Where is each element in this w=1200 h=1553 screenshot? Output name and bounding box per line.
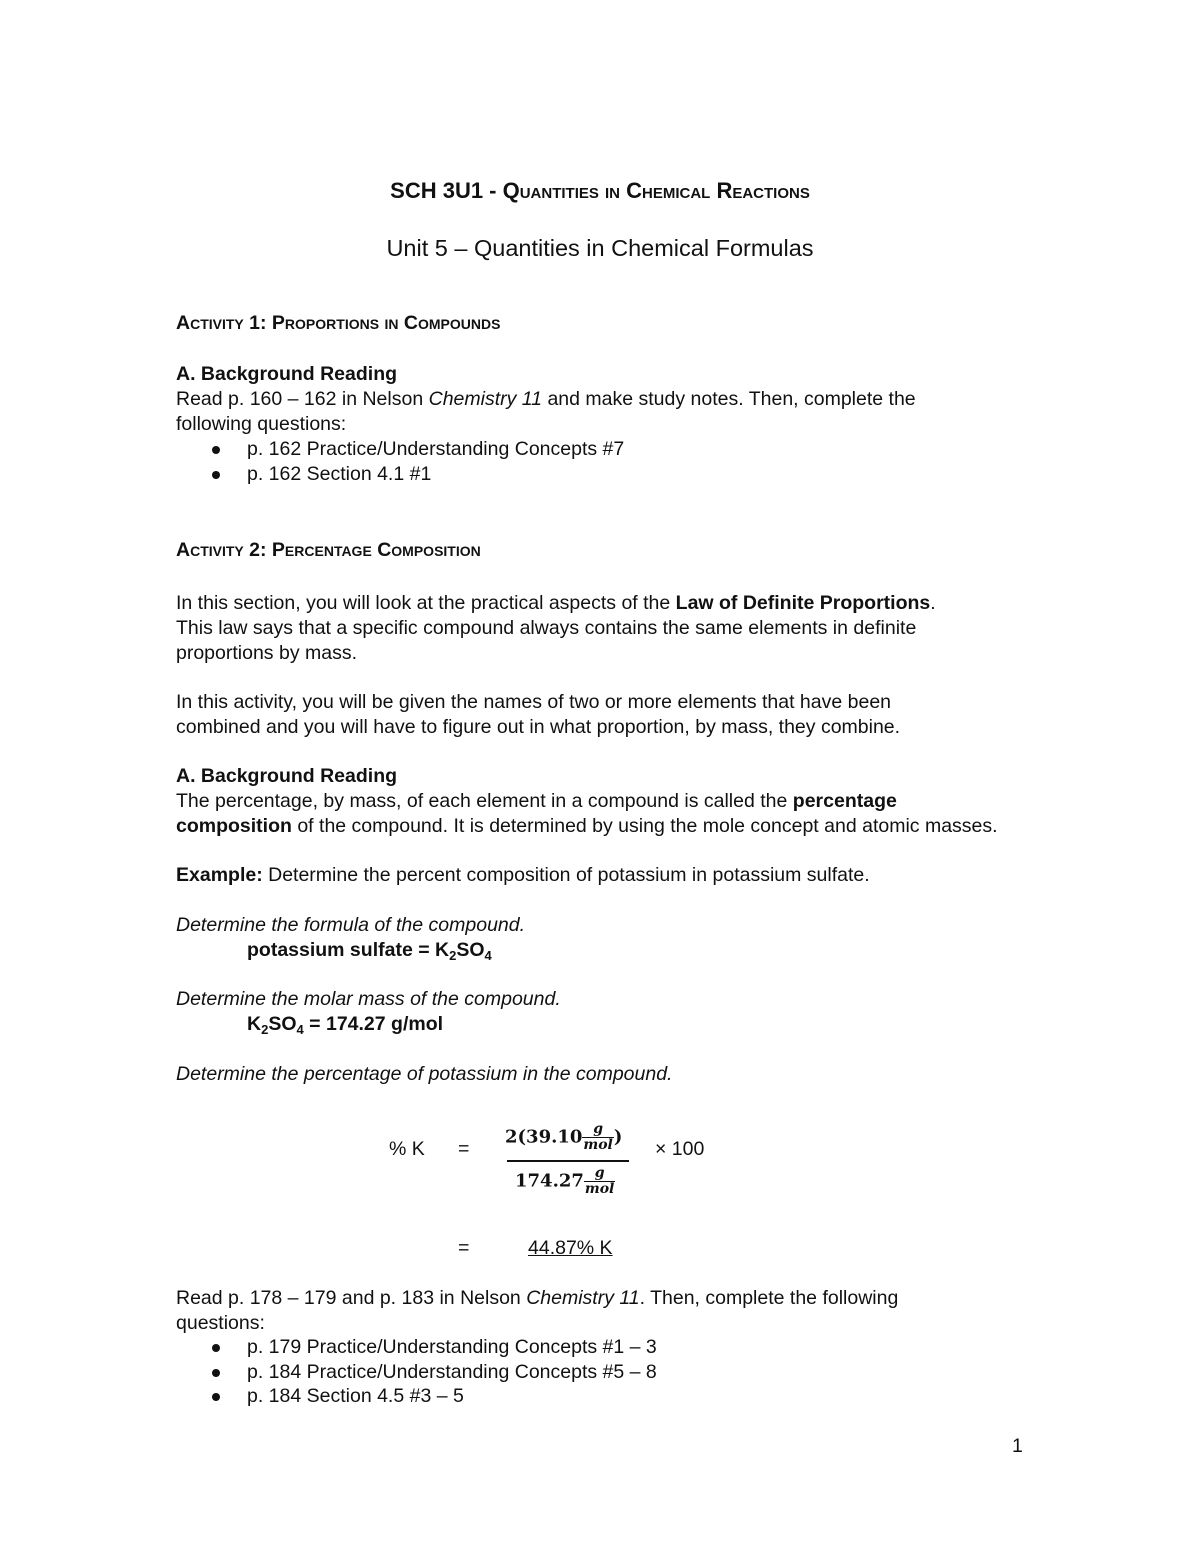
activity2-para1-line3: proportions by mass.: [176, 642, 357, 664]
equation-result: 44.87% K: [528, 1237, 613, 1259]
activity1-background-heading: A. Background Reading: [176, 363, 398, 385]
list-item: p. 184 Section 4.5 #3 – 5: [212, 1384, 657, 1409]
numerator-text: ): [613, 1126, 623, 1148]
formula-text: SO: [456, 939, 485, 961]
formula-subscript: 2: [449, 948, 457, 963]
activity2-reading-line1: [176, 1286, 898, 1311]
equation-equals: =: [458, 1138, 470, 1160]
formula-text: K: [247, 1013, 262, 1035]
term-percentage: percentage: [792, 790, 897, 812]
activity2-bg-line1: [176, 789, 897, 814]
unit-fraction: [582, 1122, 613, 1153]
unit-fraction: [584, 1166, 615, 1197]
bg-text: The percentage, by mass, of each element in a compound is called the: [176, 790, 793, 812]
unit-denominator: mol: [583, 1137, 613, 1153]
reading-text: . Then, complete the following: [639, 1287, 899, 1309]
reading-text: Read p. 178 – 179 and p. 183 in Nelson: [176, 1287, 527, 1309]
numerator-text: 2(39.10: [505, 1126, 583, 1148]
activity1-reading-line1: [176, 387, 916, 412]
fraction-bar: [507, 1160, 629, 1162]
unit-numerator: g: [584, 1166, 615, 1182]
list-item: p. 179 Practice/Understanding Concepts #1 – 3: [212, 1335, 657, 1360]
activity2-reading-line2: questions:: [176, 1312, 265, 1334]
activity2-question-list: [212, 1335, 657, 1409]
step1-instruction: Determine the formula of the compound.: [176, 914, 526, 936]
activity2-para1-line2: This law says that a specific compound always contains the same elements in definite: [176, 617, 917, 639]
book-title: Chemistry 11: [526, 1287, 640, 1309]
unit-numerator: g: [582, 1122, 613, 1138]
equation-times: × 100: [655, 1138, 705, 1160]
para-text: In this section, you will look at the practical aspects of the: [176, 592, 676, 614]
example-text: Determine the percent composition of potassium in potassium sulfate.: [262, 864, 870, 886]
activity2-bg-line2: [176, 814, 998, 839]
activity2-para1-line1: [176, 591, 936, 616]
unit-denominator: mol: [584, 1181, 615, 1197]
activity2-para2-line2: combined and you will have to figure out in what proportion, by mass, they combine.: [176, 716, 901, 738]
activity1-heading: Activity 1: Proportions in Compounds: [176, 312, 501, 334]
book-title: Chemistry 11: [428, 388, 543, 410]
fraction-numerator: [505, 1122, 622, 1153]
activity2-background-heading: A. Background Reading: [176, 765, 398, 787]
list-item: p. 162 Practice/Understanding Concepts #7: [212, 437, 624, 462]
activity1-reading-line2: following questions:: [176, 413, 347, 435]
step2-result: [247, 1012, 443, 1037]
formula-text: SO: [268, 1013, 297, 1035]
formula-subscript: 4: [296, 1022, 304, 1037]
list-item: p. 162 Section 4.1 #1: [212, 462, 624, 487]
activity2-heading: Activity 2: Percentage Composition: [176, 539, 481, 561]
reading-text: Read p. 160 – 162 in Nelson: [176, 388, 429, 410]
equation-lhs: % K: [389, 1138, 425, 1160]
reading-text: and make study notes. Then, complete the: [542, 388, 916, 410]
fraction-denominator: [515, 1166, 615, 1197]
step2-instruction: Determine the molar mass of the compound.: [176, 988, 561, 1010]
example-line: [176, 863, 870, 888]
page-number: 1: [1012, 1435, 1023, 1457]
bg-text: of the compound. It is determined by using the mole concept and atomic masses.: [291, 815, 998, 837]
example-label: Example:: [176, 864, 263, 886]
page-title: SCH 3U1 - Quantities in Chemical Reactions: [390, 178, 810, 203]
page-subtitle: Unit 5 – Quantities in Chemical Formulas: [386, 235, 814, 261]
term-composition: composition: [176, 815, 292, 837]
step1-result: [247, 938, 492, 963]
activity2-para2-line1: In this activity, you will be given the names of two or more elements that have been: [176, 691, 892, 713]
law-term: Law of Definite Proportions: [675, 592, 931, 614]
formula-text: potassium sulfate = K: [247, 939, 450, 961]
result-equals: =: [458, 1237, 470, 1259]
activity1-question-list: [212, 437, 624, 486]
formula-subscript: 2: [261, 1022, 269, 1037]
molar-mass-value: = 174.27 g/mol: [303, 1013, 444, 1035]
step3-instruction: Determine the percentage of potassium in the compound.: [176, 1063, 673, 1085]
denominator-text: 174.27: [515, 1170, 584, 1192]
para-text: .: [930, 592, 936, 614]
list-item: p. 184 Practice/Understanding Concepts #5 – 8: [212, 1360, 657, 1385]
formula-subscript: 4: [484, 948, 492, 963]
